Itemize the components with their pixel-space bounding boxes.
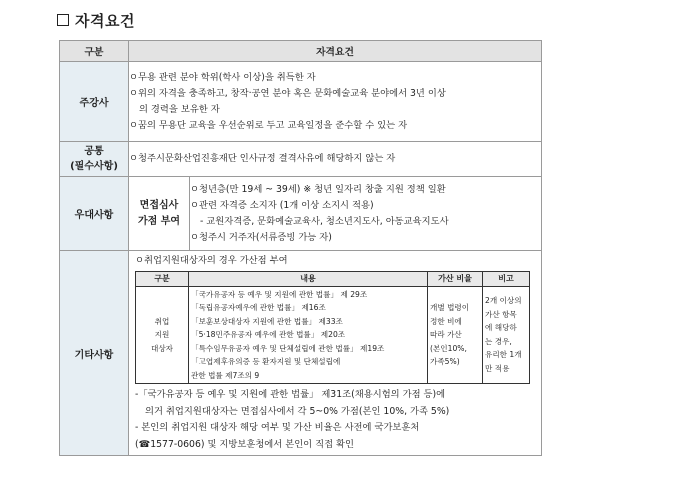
preferred-item: ㅇ청년층(만 19세 ~ 39세) ※ 청년 일자리 창출 지원 정책 일환 bbox=[190, 183, 446, 195]
bonus-category bbox=[136, 286, 189, 384]
bonus-points-table bbox=[135, 271, 530, 384]
bonus-rate-line: 개별 법령이 bbox=[430, 303, 470, 312]
bonus-note-line: 에 해당하 bbox=[485, 323, 517, 333]
bonus-header-category: 구분 bbox=[136, 272, 189, 287]
other-intro: ㅇ취업지원대상자의 경우 가산점 부여 bbox=[135, 255, 288, 266]
bonus-content-line: 「국가유공자 등 예우 및 지원에 관한 법률」 제 29조 bbox=[191, 289, 368, 299]
table-header-row bbox=[60, 41, 542, 62]
preferred-items bbox=[190, 177, 542, 250]
checkbox-square-icon bbox=[57, 14, 69, 26]
preferred-item: ㅇ관련 자격증 소지자 (1개 이상 소지시 적용) bbox=[190, 199, 374, 211]
bonus-category-line: 대상자 bbox=[150, 343, 173, 353]
bonus-rate-line: (본인10%, bbox=[430, 343, 467, 353]
row-instructor bbox=[60, 62, 542, 142]
header-category: 구분 bbox=[60, 41, 129, 62]
bonus-content-line: 관한 법률 제7조의 9 bbox=[191, 370, 260, 380]
bonus-rate-line: 따라 가산 bbox=[430, 330, 462, 339]
instructor-item: ㅇ위의 자격을 충족하고, 창작·공연 분야 혹은 문화예술교육 분야에서 3년 이상 bbox=[129, 87, 446, 99]
label-preferred: 우대사항 bbox=[60, 177, 129, 251]
other-note-line: 의거 취업지원대상자는 면접심사에서 각 5~0% 가점(본인 10%, 가족 5%) bbox=[145, 405, 450, 417]
instructor-item: 의 경력을 보유한 자 bbox=[139, 103, 220, 115]
label-other: 기타사항 bbox=[60, 251, 129, 456]
page-title bbox=[57, 10, 135, 31]
other-content bbox=[129, 251, 542, 456]
bonus-table-row bbox=[136, 286, 530, 384]
row-preferred bbox=[60, 177, 542, 251]
header-requirements: 자격요건 bbox=[129, 41, 542, 62]
label-instructor: 주강사 bbox=[60, 62, 129, 142]
label-common bbox=[60, 142, 129, 177]
label-common-line1: 공통 bbox=[84, 146, 104, 157]
bonus-content-line: 「고엽제후유의증 등 환자지원 및 단체설립에 bbox=[191, 357, 341, 366]
bonus-header-rate: 가산 비율 bbox=[428, 272, 483, 287]
row-common bbox=[60, 142, 542, 177]
bonus-content bbox=[189, 286, 428, 384]
preferred-sub-label-line1: 면접심사 bbox=[139, 199, 179, 211]
instructor-content bbox=[129, 62, 542, 142]
bonus-note bbox=[483, 286, 530, 384]
other-note-line: (☎1577-0606) 및 지방보훈청에서 본인이 직접 확인 bbox=[135, 438, 354, 450]
bonus-note-line: 는 경우, bbox=[485, 336, 512, 346]
common-content: ㅇ청주시문화산업진흥재단 인사규정 결격사유에 해당하지 않는 자 bbox=[129, 142, 542, 177]
page-title-text: 자격요건 bbox=[75, 12, 135, 30]
preferred-sub-label bbox=[129, 177, 190, 250]
preferred-item: ㅇ청주시 거주자(서류증빙 가능 자) bbox=[190, 231, 332, 243]
bonus-table-header bbox=[136, 272, 530, 287]
preferred-item: - 교원자격증, 문화예술교육사, 청소년지도사, 아동교육지도사 bbox=[200, 215, 449, 227]
other-notes bbox=[135, 387, 537, 453]
other-note-line: - 본인의 취업지원 대상자 해당 여부 및 가산 비율은 사전에 국가보훈처 bbox=[135, 422, 420, 433]
bonus-rate bbox=[428, 286, 483, 384]
preferred-content bbox=[129, 177, 542, 251]
row-other bbox=[60, 251, 542, 456]
bonus-header-content: 내용 bbox=[189, 272, 428, 287]
requirements-table bbox=[59, 40, 542, 456]
bonus-rate-line: 가족5%) bbox=[430, 357, 460, 366]
other-note-line: -「국가유공자 등 예우 및 지원에 관한 법률」 제31조(채용시험의 가점 등)에 bbox=[135, 389, 446, 400]
bonus-note-line: 만 적용 bbox=[485, 363, 510, 373]
bonus-content-line: 「독립유공자예우에 관한 법률」 제16조 bbox=[191, 303, 326, 312]
bonus-content-line: 「5·18민주유공자 예우에 관한 법률」 제20조 bbox=[191, 330, 346, 339]
instructor-item: ㅇ꿈의 무용단 교육을 우선순위로 두고 교육일정을 준수할 수 있는 자 bbox=[129, 119, 408, 131]
bonus-header-note: 비고 bbox=[483, 272, 530, 287]
bonus-note-line: 가산 항목 bbox=[485, 309, 517, 319]
bonus-category-line: 취업 bbox=[154, 316, 170, 326]
bonus-rate-line: 정한 비에 bbox=[430, 316, 462, 326]
bonus-content-line: 「보훈보상대상자 지원에 관한 법률」 제33조 bbox=[191, 316, 343, 326]
bonus-content-line: 「특수임무유공자 예우 및 단체설립에 관한 법률」 제19조 bbox=[191, 343, 385, 353]
bonus-category-line: 지원 bbox=[154, 330, 170, 339]
bonus-note-line: 2개 이상의 bbox=[485, 296, 522, 306]
instructor-item: ㅇ무용 관련 분야 학위(학사 이상)을 취득한 자 bbox=[129, 71, 316, 83]
label-common-line2: (필수사항) bbox=[70, 161, 118, 172]
preferred-sub-label-line2: 가점 부여 bbox=[137, 215, 181, 227]
bonus-note-line: 유리한 1개 bbox=[485, 350, 522, 360]
